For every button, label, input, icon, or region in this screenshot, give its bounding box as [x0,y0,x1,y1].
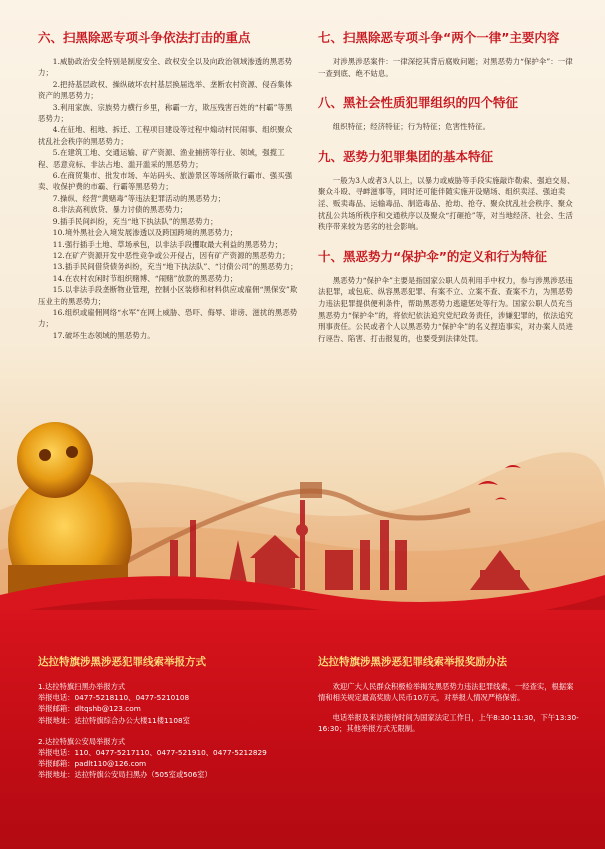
office2-heading: 2.达拉特旗公安局举报方式 [38,736,126,746]
section-seven-title: 七、扫黑除恶专项斗争“两个一律”主要内容 [318,30,560,45]
list-item: 1.威胁政治安全特别是制度安全、政权安全以及向政治领域渗透的黑恶势力； [38,57,293,78]
section-ten [318,249,580,345]
office1-email: 举报邮箱：dltqshb@123.com [38,704,141,714]
office1-phone: 举报电话：0477-5218110、0477-5210108 [38,693,190,703]
list-item: 11.强行插手土地、草场承包，以非法手段攫取最大利益的黑恶势力； [52,239,283,249]
section-nine-title: 九、恶势力犯罪集团的基本特征 [318,148,494,164]
reward-policy-title: 达拉特旗涉黑涉恶犯罪线索举报奖励办法 [318,656,507,668]
section-eight-text: 组织特征；经济特征；行为特征；危害性特征。 [332,122,491,132]
report-methods [38,654,303,781]
office2-address: 举报地址：达拉特旗公安局扫黑办（505室或506室） [38,770,212,780]
list-item: 14.在农村农闲时节组织赌博、“闹赌”放款的黑恶势力； [52,273,238,283]
list-item: 12.在矿产资源开发中恶性竞争或公开侵占，因有矿产资源的黑恶势力； [52,250,290,260]
section-seven-text: 对涉黑涉恶案件：一律深挖其背后腐败问题；对黑恶势力“保护伞”：一律一查到底、绝不姑息。 [318,57,573,78]
section-seven [318,30,580,79]
right-column [318,30,580,360]
list-item: 6.在商贸集市、批发市场、车站码头、旅游景区等场所欺行霸市、强买强卖、收保护费的市霸、行霸等黑恶势力； [38,171,293,192]
reward-policy [318,654,580,735]
left-column [38,30,298,341]
list-item: 7.操纵、经营“黄赌毒”等违法犯罪活动的黑恶势力； [52,193,226,203]
report-methods-title: 达拉特旗涉黑涉恶犯罪线索举报方式 [38,656,206,668]
section-nine-text: 一般为3人或者3人以上，以暴力或威胁等手段实施敲诈勒索、强迫交易、聚众斗殴、寻衅滋事等，同时还可能伴随实施开设赌场、组织卖淫、强迫卖淫、贩卖毒品、运输毒品、制造毒品、抢劫、抢夺、聚众扰乱社会秩序、聚众扰乱公共场所秩序和交通秩序以及聚众“打砸抢”等，对当地经济、社会、生活秩序带来较为恶劣的社会影响。 [318,175,575,232]
office1-heading: 1.达拉特旗扫黑办举报方式 [38,682,126,691]
list-item: 15.以非法手段垄断物业管理，控制小区装修和材料供应或雇佣“黑保安”欺压业主的黑恶势力； [38,285,298,306]
list-item: 4.在征地、租地、拆迁、工程项目建设等过程中煽动村民闹事、组织聚众扰乱社会秩序的黑恶势力； [38,125,293,146]
office2-phone: 举报电话：110、0477-5217110、0477-521910、0477-5212829 [38,748,267,758]
list-item: 8.非法高利放贷、暴力讨债的黑恶势力； [52,205,188,215]
section-ten-text: 黑恶势力“保护伞”主要是指国家公职人员利用手中权力，参与涉黑涉恶违法犯罪，或包庇、纵容黑恶犯罪、有案不立、立案不查、查案不力，为黑恶势力违法犯罪提供便利条件，帮助黑恶势力逃避惩处等行为。国家公职人员充当黑恶势力“保护伞”的，将依纪依法追究党纪政务责任，涉嫌犯罪的，依法追究刑事责任。公民或者个人以黑恶势力“保护伞”的名义捏造事实，对办案人员进行诬告、陷害、打击报复的，也要受到法律处罚。 [318,275,573,343]
section-eight-title: 八、黑社会性质犯罪组织的四个特征 [318,95,519,111]
list-item: 9.插手民间纠纷，充当“地下执法队”的黑恶势力； [52,216,218,226]
list-item: 13.插手民间借贷债务纠纷，充当“地下执法队”、“讨债公司”的黑恶势力； [52,262,298,272]
office1-address: 举报地址：达拉特旗综合办公大楼11楼1108室 [38,715,190,725]
section-ten-title: 十、黑恶势力“保护伞”的定义和行为特征 [318,248,547,264]
list-item: 3.利用家族、宗族势力横行乡里，称霸一方，欺压残害百姓的“村霸”等黑恶势力； [38,102,293,124]
section-nine [318,149,580,233]
crackdown-key-list [38,56,298,341]
section-eight [318,95,580,133]
list-item: 2.把持基层政权、操纵破坏农村基层换届选举、垄断农村资源、侵吞集体资产的黑恶势力； [38,79,293,101]
list-item: 5.在建筑工地、交通运输、矿产资源、渔业捕捞等行业、领域，强揽工程、恶意竞标、非法占地、滥开滥采的黑恶势力； [38,148,285,169]
list-item: 16.组织或雇佣网络“水军”在网上威胁、恐吓、侮辱、诽谤、滋扰的黑恶势力； [38,307,298,329]
section-six-title: 六、扫黑除恶专项斗争依法打击的重点 [38,30,251,45]
reward-paragraph-1: 欢迎广大人民群众积极检举揭发黑恶势力违法犯罪线索，一经查实，根据案情和相关规定最高奖励人民币10万元，对举报人情况严格保密。 [318,682,574,703]
office2-email: 举报邮箱：padlt110@126.com [38,759,147,769]
reward-paragraph-2: 电话举报及来访接待时间为国家法定工作日，上午8:30-11:30，下午13:30-16:30；其他举报方式无限制。 [318,712,579,734]
list-item: 10.境外黑社会入境发展渗透以及跨国跨境的黑恶势力； [52,228,238,238]
list-item: 17.破坏生态领域的黑恶势力。 [52,330,155,340]
